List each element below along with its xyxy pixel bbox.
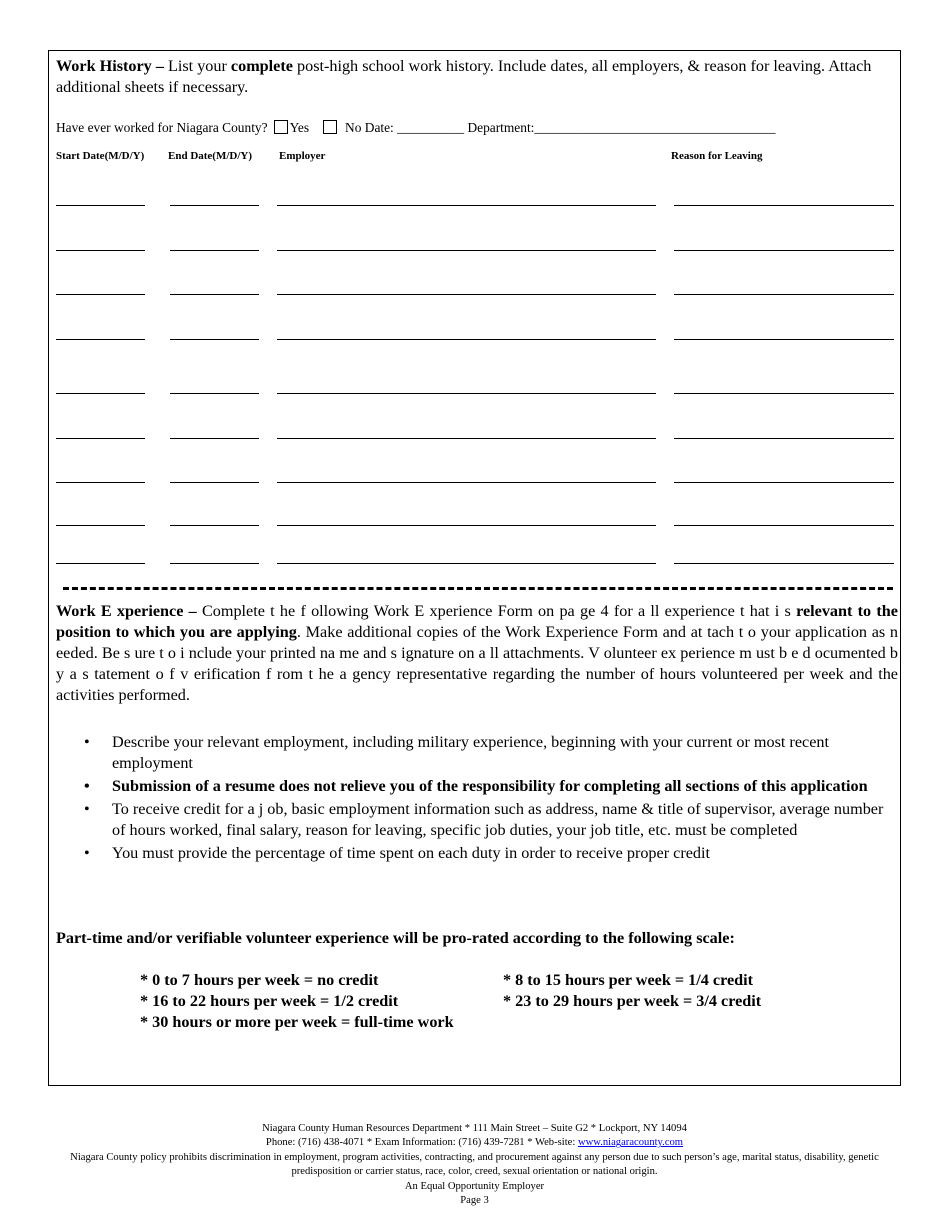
employer-field[interactable] (277, 205, 656, 206)
start-date-field[interactable] (56, 438, 145, 439)
niagara-employment-question (56, 117, 898, 138)
yes-checkbox[interactable] (274, 120, 288, 134)
scale-item: * 0 to 7 hours per week = no credit (140, 971, 379, 989)
end-date-field[interactable] (170, 250, 259, 251)
end-date-field[interactable] (170, 339, 259, 340)
footer-policy: Niagara County policy prohibits discrimination in employment, program activities, contracting, and procurement against any person due to such person’s age, marital status, disability, genetic predisposition or carrier status, race, color, creed, sexual orientation or national origin. (70, 1151, 879, 1178)
start-date-field[interactable] (56, 563, 145, 564)
footer-eoe: An Equal Opportunity Employer (404, 1180, 545, 1192)
no-label: No (345, 120, 362, 135)
work-history-intro (56, 56, 898, 98)
no-checkbox[interactable] (323, 120, 337, 134)
question-label: Have ever worked for Niagara County? (56, 120, 268, 135)
experience-text-2: . Make additional copies of the Work Experience Form and at tach t o your application as n eeded. Be s ure t o i nclude your printed na me and s ignature on a ll attachments. V olunteer ex perience m ust b e d ocumented b y a s tatement o f v erification f rom t he a gency representative regarding the number of hours volunteered per week and the activities performed. (56, 623, 899, 704)
section-divider (63, 587, 893, 590)
end-date-field[interactable] (170, 482, 259, 483)
scale-heading: Part-time and/or verifiable volunteer experience will be pro-rated according to the following scale: (56, 929, 735, 947)
start-date-field[interactable] (56, 393, 145, 394)
experience-bold: relevant to the position to which you are applying (56, 602, 898, 641)
end-date-field[interactable] (170, 294, 259, 295)
col-reason: Reason for Leaving (671, 150, 763, 162)
list-item: • Describe your relevant employment, including military experience, beginning with your current or most recent employment (56, 732, 898, 774)
website-link[interactable]: www.niagaracounty.com (577, 1137, 684, 1149)
instruction-list (56, 732, 898, 866)
reason-field[interactable] (674, 438, 894, 439)
work-history-title: Work History – (56, 57, 164, 75)
col-end-date: End Date(M/D/Y) (168, 150, 253, 162)
list-item: • You must provide the percentage of time spent on each duty in order to receive proper credit (56, 843, 898, 864)
work-experience-title: Work E xperience – (56, 602, 197, 620)
reason-field[interactable] (674, 205, 894, 206)
start-date-field[interactable] (56, 525, 145, 526)
end-date-field[interactable] (170, 525, 259, 526)
intro-text-1: List your (163, 57, 231, 75)
employer-field[interactable] (277, 525, 656, 526)
footer-address: Niagara County Human Resources Department * 111 Main Street – Suite G2 * Lockport, NY 14094 (262, 1123, 687, 1134)
employer-field[interactable] (277, 339, 656, 340)
end-date-field[interactable] (170, 205, 259, 206)
start-date-field[interactable] (56, 294, 145, 295)
employer-field[interactable] (277, 294, 656, 295)
page-footer (48, 1122, 901, 1208)
reason-field[interactable] (674, 339, 894, 340)
end-date-field[interactable] (170, 563, 259, 564)
reason-field[interactable] (674, 525, 894, 526)
scale-item: * 23 to 29 hours per week = 3/4 credit (503, 992, 762, 1010)
col-employer: Employer (279, 150, 326, 162)
yes-label: Yes (289, 120, 310, 135)
scale-item: * 8 to 15 hours per week = 1/4 credit (503, 971, 754, 989)
reason-field[interactable] (674, 563, 894, 564)
intro-text-2: post-high school work history. Include dates, all employers, & reason for leaving. Attach additional sheets if necessary. (56, 57, 872, 96)
date-field[interactable]: Date: __________ (364, 120, 465, 135)
employer-field[interactable] (277, 563, 656, 564)
employer-field[interactable] (277, 250, 656, 251)
footer-contact: Phone: (716) 438-4071 * Exam Information: (716) 439-7281 * Web-site: www.niagaracounty.com (265, 1137, 684, 1149)
intro-bold: complete (230, 57, 293, 75)
start-date-field[interactable] (56, 205, 145, 206)
reason-field[interactable] (674, 250, 894, 251)
start-date-field[interactable] (56, 482, 145, 483)
department-field[interactable]: Department:____________________________________ (467, 120, 776, 135)
employer-field[interactable] (277, 482, 656, 483)
scale-item: * 30 hours or more per week = full-time work (140, 1013, 454, 1031)
employer-field[interactable] (277, 393, 656, 394)
reason-field[interactable] (674, 294, 894, 295)
page-number: Page 3 (460, 1195, 489, 1207)
list-item: • To receive credit for a j ob, basic employment information such as address, name & title of supervisor, average number of hours worked, final salary, reason for leaving, specific job duties, your job title, etc. must be completed (56, 799, 898, 841)
end-date-field[interactable] (170, 438, 259, 439)
col-start-date: Start Date(M/D/Y) (56, 150, 145, 162)
list-item: • Submission of a resume does not relieve you of the responsibility for completing all sections of this application (56, 776, 898, 797)
start-date-field[interactable] (56, 339, 145, 340)
start-date-field[interactable] (56, 250, 145, 251)
scale-item: * 16 to 22 hours per week = 1/2 credit (140, 992, 399, 1010)
work-experience-intro (56, 601, 898, 706)
reason-field[interactable] (674, 482, 894, 483)
end-date-field[interactable] (170, 393, 259, 394)
experience-text-1: Complete t he f ollowing Work E xperience Form on pa ge 4 for a ll experience t hat i s (196, 602, 797, 620)
employer-field[interactable] (277, 438, 656, 439)
reason-field[interactable] (674, 393, 894, 394)
